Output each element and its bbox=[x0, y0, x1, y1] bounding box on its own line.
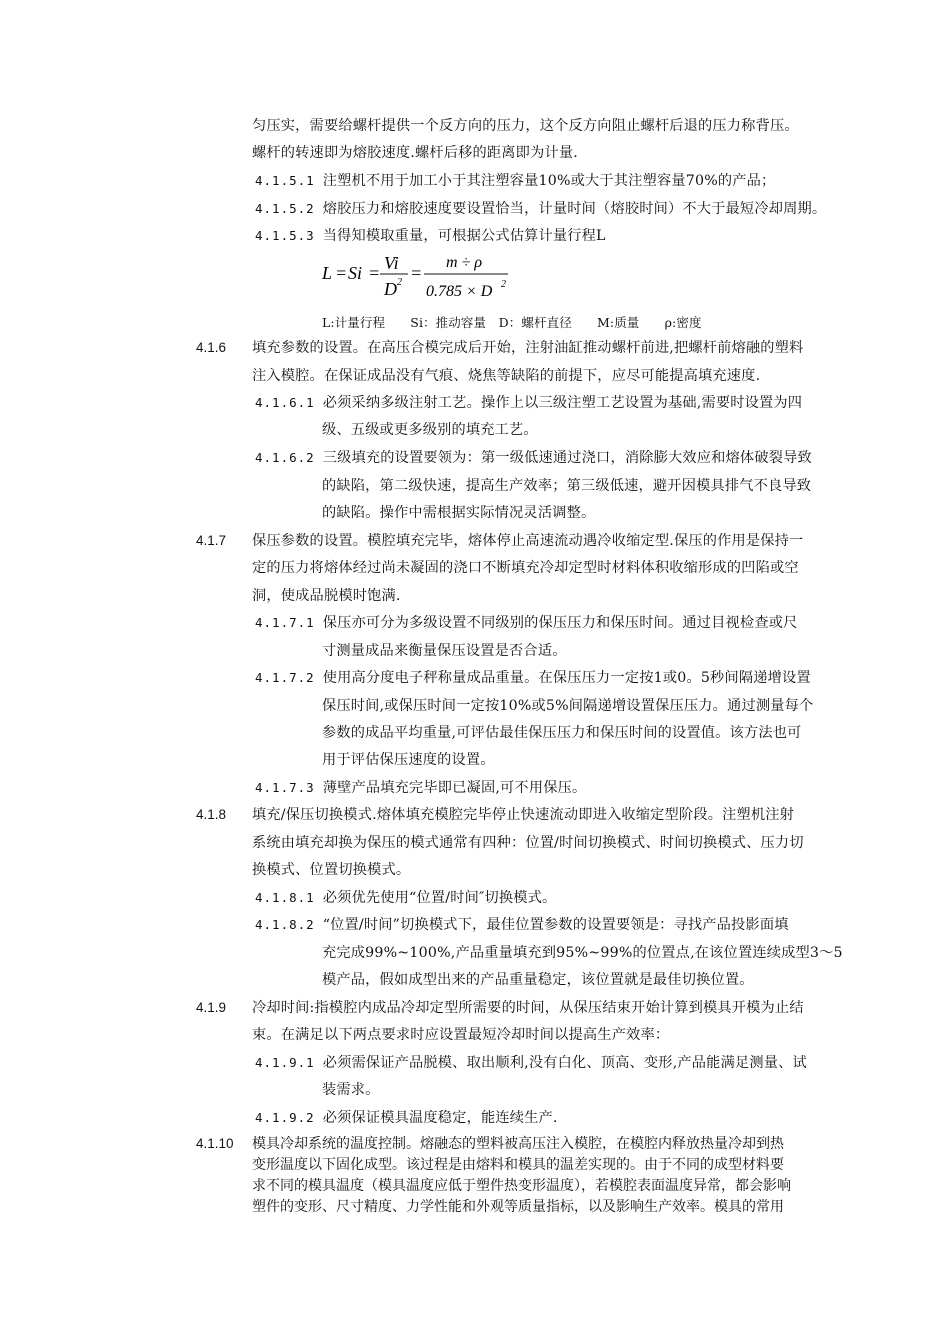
formula-eq-2: = bbox=[368, 263, 381, 283]
formula-exponent-2: 2 bbox=[501, 279, 506, 290]
section-text: 熔胶压力和熔胶速度要设置恰当，计量时间（熔胶时间）不大于最短冷却周期。 bbox=[322, 201, 827, 217]
section-4-1-9-line-2: 束。在满足以下两点要求时应设置最短冷却时间以提高生产效率： bbox=[252, 1027, 670, 1043]
section-number: 4.1.5.2 bbox=[255, 201, 315, 216]
section-text: 保压亦可分为多级设置不同级别的保压压力和保压时间。通过目视检查或尺 bbox=[322, 615, 798, 631]
section-number-4-1-10: 4.1.10 bbox=[196, 1136, 234, 1151]
section-4-1-9-2 bbox=[255, 1108, 558, 1128]
formula-exponent-1: 2 bbox=[397, 277, 402, 288]
section-text: 当得知模取重量，可根据公式估算计量行程L bbox=[322, 228, 606, 244]
formula-numerator-2: m ÷ ρ bbox=[446, 254, 483, 271]
section-number: 4.1.9.1 bbox=[255, 1055, 315, 1070]
formula-lhs: L bbox=[322, 263, 333, 283]
formula-si: Si bbox=[348, 263, 363, 283]
section-4-1-7-1-line-2: 寸测量成品来衡量保压设置是否合适。 bbox=[322, 643, 567, 659]
section-4-1-7-2-line-3: 参数的成品平均重量,可评估最佳保压压力和保压时间的设置值。该方法也可 bbox=[322, 725, 802, 741]
section-4-1-8-2-line-2: 充完成99%~100%,产品重量填充到95%~99%的位置点,在该位置连续成型3～5 bbox=[322, 945, 843, 961]
section-4-1-7-2-line-4: 用于评估保压速度的设置。 bbox=[322, 752, 495, 768]
section-4-1-10-line-2: 变形温度以下固化成型。该过程是由熔料和模具的温差实现的。由于不同的成型材料要 bbox=[252, 1157, 784, 1173]
section-4-1-5-1 bbox=[255, 171, 775, 191]
section-4-1-10-line-3: 求不同的模具温度（模具温度应低于塑件热变形温度），若模腔表面温度异常，都会影响 bbox=[252, 1178, 791, 1194]
section-4-1-6-1-line-2: 级、五级或更多级别的填充工艺。 bbox=[322, 422, 538, 438]
section-4-1-9-1-line-2: 装需求。 bbox=[322, 1082, 380, 1098]
section-number-4-1-9: 4.1.9 bbox=[196, 1000, 227, 1015]
section-number: 4.1.6.2 bbox=[255, 450, 315, 465]
section-4-1-10-line-1: 模具冷却系统的温度控制。熔融态的塑料被高压注入模腔，在模腔内释放热量冷却到热 bbox=[252, 1136, 784, 1152]
section-4-1-6-2 bbox=[255, 448, 812, 468]
section-number: 4.1.7.2 bbox=[255, 670, 315, 685]
section-4-1-7-2-line-2: 保压时间,或保压时间一定按10%或5%间隔递增设置保压压力。通过测量每个 bbox=[322, 698, 814, 714]
section-text: 薄壁产品填充完毕即已凝固,可不用保压。 bbox=[322, 780, 587, 796]
section-4-1-10-line-4: 塑件的变形、尺寸精度、力学性能和外观等质量指标，以及影响生产效率。模具的常用 bbox=[252, 1199, 784, 1215]
section-4-1-8-line-3: 换模式、位置切换模式。 bbox=[252, 862, 411, 878]
formula-eq-1: = bbox=[335, 263, 348, 283]
section-4-1-9-line-1: 冷却时间:指模腔内成品冷却定型所需要的时间，从保压结束开始计算到模具开模为止结 bbox=[252, 1000, 804, 1016]
section-text: 三级填充的设置要领为：第一级低速通过浇口，消除膨大效应和熔体破裂导致 bbox=[322, 450, 812, 466]
section-4-1-6-2-line-2: 的缺陷，第二级快速，提高生产效率；第三级低速，避开因模具排气不良导致 bbox=[322, 478, 812, 494]
formula-legend: L:计量行程 Si：推动容量 D：螺杆直径 M:质量 ρ:密度 bbox=[322, 315, 702, 330]
section-text: 使用高分度电子秤称量成品重量。在保压压力一定按1或0。5秒间隔递增设置 bbox=[322, 670, 811, 686]
intro-line-2: 螺杆的转速即为熔胶速度.螺杆后移的距离即为计量. bbox=[252, 145, 578, 161]
formula-eq-3: = bbox=[410, 263, 423, 283]
section-number: 4.1.7.3 bbox=[255, 780, 315, 795]
formula-denominator-1: D bbox=[384, 279, 397, 299]
section-4-1-7-1 bbox=[255, 613, 797, 633]
section-number: 4.1.9.2 bbox=[255, 1110, 315, 1125]
section-text: 必须保证模具温度稳定，能连续生产. bbox=[322, 1110, 558, 1126]
section-4-1-8-1 bbox=[255, 888, 556, 908]
formula-denominator-2: 0.785 × D bbox=[426, 283, 493, 300]
section-4-1-8-line-1: 填充/保压切换模式.熔体填充模腔完毕停止快速流动即进入收缩定型阶段。注塑机注射 bbox=[252, 807, 795, 823]
section-number: 4.1.5.3 bbox=[255, 228, 315, 243]
section-text: 必须优先使用“位置/时间″切换模式。 bbox=[322, 890, 557, 906]
section-4-1-8-line-2: 系统由填充却换为保压的模式通常有四种：位置/时间切换模式、时间切换模式、压力切 bbox=[252, 835, 804, 851]
section-number-4-1-6: 4.1.6 bbox=[196, 340, 227, 355]
section-number: 4.1.7.1 bbox=[255, 615, 315, 630]
section-number: 4.1.8.2 bbox=[255, 917, 315, 932]
section-4-1-8-2-line-3: 模产品，假如成型出来的产品重量稳定，该位置就是最佳切换位置。 bbox=[322, 972, 754, 988]
section-4-1-6-2-line-3: 的缺陷。操作中需根据实际情况灵活调整。 bbox=[322, 505, 596, 521]
section-4-1-6-line-2: 注入模腔。在保证成品没有气痕、烧焦等缺陷的前提下，应尽可能提高填充速度. bbox=[252, 368, 761, 384]
section-4-1-8-2 bbox=[255, 915, 789, 935]
section-number: 4.1.5.1 bbox=[255, 173, 315, 188]
section-number-4-1-7: 4.1.7 bbox=[196, 533, 227, 548]
section-4-1-7-3 bbox=[255, 778, 586, 798]
section-number: 4.1.8.1 bbox=[255, 890, 315, 905]
section-number-4-1-8: 4.1.8 bbox=[196, 807, 227, 822]
section-4-1-5-3 bbox=[255, 226, 606, 246]
section-4-1-7-2 bbox=[255, 668, 811, 688]
section-text: 注塑机不用于加工小于其注塑容量10%或大于其注塑容量70%的产品； bbox=[322, 173, 776, 189]
formula-numerator-1: Vi bbox=[384, 253, 399, 273]
intro-line-1: 匀压实，需要给螺杆提供一个反方向的压力，这个反方向阻止螺杆后退的压力称背压。 bbox=[252, 118, 799, 134]
section-4-1-7-line-3: 洞，使成品脱模时饱满. bbox=[252, 588, 401, 604]
section-4-1-6-1 bbox=[255, 393, 802, 413]
section-4-1-5-2 bbox=[255, 199, 826, 219]
metering-stroke-formula bbox=[318, 247, 518, 307]
section-4-1-9-1 bbox=[255, 1053, 807, 1073]
section-text: 必须需保证产品脱模、取出顺利,没有白化、顶高、变形,产品能满足测量、试 bbox=[322, 1055, 807, 1071]
section-number: 4.1.6.1 bbox=[255, 395, 315, 410]
section-text: “位置/时间”切换模式下，最佳位置参数的设置要领是：寻找产品投影面填 bbox=[322, 917, 789, 933]
section-4-1-7-line-1: 保压参数的设置。模腔填充完毕，熔体停止高速流动遇冷收缩定型.保压的作用是保持一 bbox=[252, 533, 804, 549]
section-4-1-7-line-2: 定的压力将熔体经过尚未凝固的浇口不断填充冷却定型时材料体积收缩形成的凹陷或空 bbox=[252, 560, 799, 576]
section-text: 必须采纳多级注射工艺。操作上以三级注塑工艺设置为基础,需要时设置为四 bbox=[322, 395, 803, 411]
section-4-1-6-line-1: 填充参数的设置。在高压合模完成后开始，注射油缸推动螺杆前进,把螺杆前熔融的塑料 bbox=[252, 340, 804, 356]
